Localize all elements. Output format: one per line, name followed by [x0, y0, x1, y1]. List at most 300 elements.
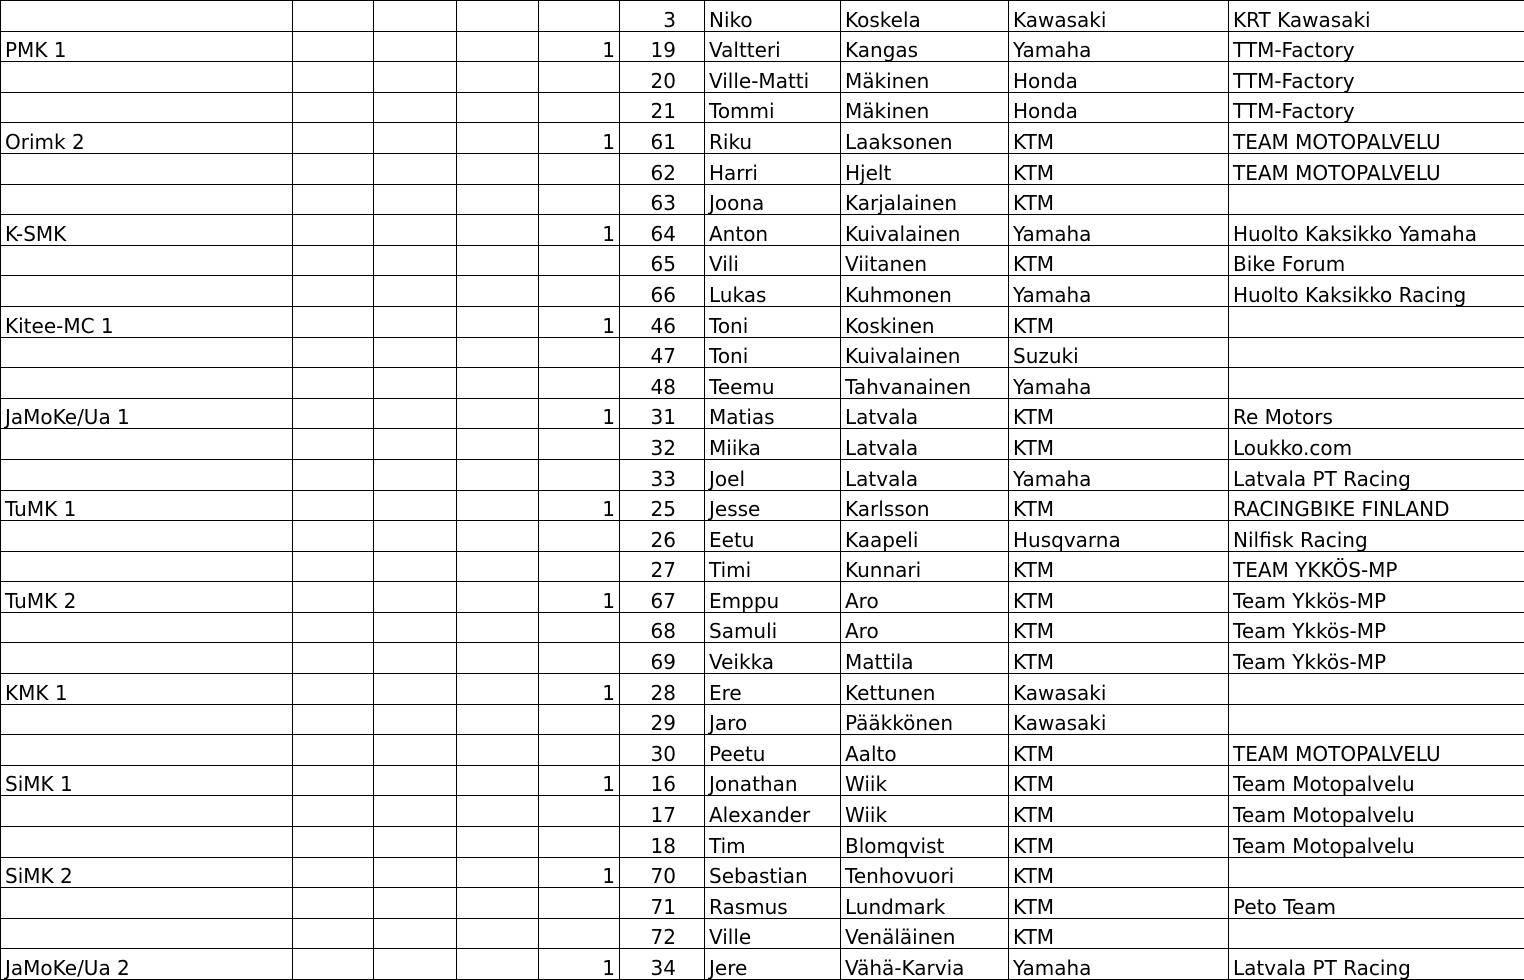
empty-cell[interactable]: [293, 490, 374, 521]
empty-cell[interactable]: [374, 827, 457, 858]
empty-cell[interactable]: [457, 92, 539, 123]
club-cell[interactable]: [1, 521, 293, 552]
club-cell[interactable]: [1, 551, 293, 582]
empty-cell[interactable]: [374, 949, 457, 980]
rider-number-cell[interactable]: 31: [620, 398, 705, 429]
motorcycle-cell[interactable]: KTM: [1009, 643, 1229, 674]
empty-cell[interactable]: [374, 888, 457, 919]
last-name-cell[interactable]: Laaksonen: [841, 123, 1009, 154]
count-cell[interactable]: 1: [539, 765, 620, 796]
motorcycle-cell[interactable]: KTM: [1009, 490, 1229, 521]
club-cell[interactable]: JaMoKe/Ua 1: [1, 398, 293, 429]
team-cell[interactable]: [1229, 306, 1524, 337]
rider-number-cell[interactable]: 66: [620, 276, 705, 307]
club-cell[interactable]: [1, 276, 293, 307]
first-name-cell[interactable]: Toni: [705, 337, 841, 368]
empty-cell[interactable]: [457, 337, 539, 368]
rider-number-cell[interactable]: 27: [620, 551, 705, 582]
first-name-cell[interactable]: Timi: [705, 551, 841, 582]
empty-cell[interactable]: [374, 918, 457, 949]
last-name-cell[interactable]: Tahvanainen: [841, 368, 1009, 399]
empty-cell[interactable]: [293, 949, 374, 980]
first-name-cell[interactable]: Vili: [705, 245, 841, 276]
rider-number-cell[interactable]: 34: [620, 949, 705, 980]
club-cell[interactable]: KMK 1: [1, 674, 293, 705]
first-name-cell[interactable]: Emppu: [705, 582, 841, 613]
club-cell[interactable]: SiMK 1: [1, 765, 293, 796]
club-cell[interactable]: Orimk 2: [1, 123, 293, 154]
club-cell[interactable]: SiMK 2: [1, 857, 293, 888]
last-name-cell[interactable]: Mäkinen: [841, 92, 1009, 123]
count-cell[interactable]: [539, 153, 620, 184]
count-cell[interactable]: 1: [539, 31, 620, 62]
empty-cell[interactable]: [457, 1, 539, 32]
team-cell[interactable]: Loukko.com: [1229, 429, 1524, 460]
rider-number-cell[interactable]: 30: [620, 735, 705, 766]
team-cell[interactable]: TTM-Factory: [1229, 31, 1524, 62]
empty-cell[interactable]: [457, 306, 539, 337]
empty-cell[interactable]: [457, 827, 539, 858]
last-name-cell[interactable]: Lundmark: [841, 888, 1009, 919]
team-cell[interactable]: KRT Kawasaki: [1229, 1, 1524, 32]
empty-cell[interactable]: [293, 521, 374, 552]
empty-cell[interactable]: [457, 735, 539, 766]
first-name-cell[interactable]: Sebastian: [705, 857, 841, 888]
count-cell[interactable]: [539, 62, 620, 93]
rider-number-cell[interactable]: 20: [620, 62, 705, 93]
team-cell[interactable]: TEAM YKKÖS-MP: [1229, 551, 1524, 582]
empty-cell[interactable]: [293, 857, 374, 888]
empty-cell[interactable]: [293, 215, 374, 246]
empty-cell[interactable]: [374, 245, 457, 276]
first-name-cell[interactable]: Valtteri: [705, 31, 841, 62]
rider-number-cell[interactable]: 26: [620, 521, 705, 552]
empty-cell[interactable]: [374, 582, 457, 613]
empty-cell[interactable]: [374, 765, 457, 796]
rider-number-cell[interactable]: 70: [620, 857, 705, 888]
first-name-cell[interactable]: Joona: [705, 184, 841, 215]
team-cell[interactable]: Peto Team: [1229, 888, 1524, 919]
empty-cell[interactable]: [457, 153, 539, 184]
motorcycle-cell[interactable]: Yamaha: [1009, 368, 1229, 399]
club-cell[interactable]: [1, 643, 293, 674]
first-name-cell[interactable]: Harri: [705, 153, 841, 184]
rider-number-cell[interactable]: 29: [620, 704, 705, 735]
count-cell[interactable]: [539, 643, 620, 674]
club-cell[interactable]: [1, 368, 293, 399]
empty-cell[interactable]: [374, 612, 457, 643]
club-cell[interactable]: [1, 62, 293, 93]
motorcycle-cell[interactable]: KTM: [1009, 153, 1229, 184]
first-name-cell[interactable]: Miika: [705, 429, 841, 460]
first-name-cell[interactable]: Peetu: [705, 735, 841, 766]
empty-cell[interactable]: [374, 62, 457, 93]
empty-cell[interactable]: [293, 1, 374, 32]
team-cell[interactable]: Latvala PT Racing: [1229, 459, 1524, 490]
empty-cell[interactable]: [457, 918, 539, 949]
last-name-cell[interactable]: Aalto: [841, 735, 1009, 766]
motorcycle-cell[interactable]: KTM: [1009, 582, 1229, 613]
count-cell[interactable]: [539, 1, 620, 32]
team-cell[interactable]: TEAM MOTOPALVELU: [1229, 123, 1524, 154]
empty-cell[interactable]: [293, 459, 374, 490]
rider-number-cell[interactable]: 25: [620, 490, 705, 521]
team-cell[interactable]: Huolto Kaksikko Yamaha: [1229, 215, 1524, 246]
motorcycle-cell[interactable]: KTM: [1009, 184, 1229, 215]
motorcycle-cell[interactable]: Honda: [1009, 62, 1229, 93]
first-name-cell[interactable]: Tim: [705, 827, 841, 858]
empty-cell[interactable]: [374, 276, 457, 307]
empty-cell[interactable]: [293, 276, 374, 307]
last-name-cell[interactable]: Wiik: [841, 796, 1009, 827]
team-cell[interactable]: [1229, 368, 1524, 399]
empty-cell[interactable]: [457, 612, 539, 643]
club-cell[interactable]: [1, 92, 293, 123]
rider-number-cell[interactable]: 48: [620, 368, 705, 399]
empty-cell[interactable]: [293, 153, 374, 184]
motorcycle-cell[interactable]: KTM: [1009, 398, 1229, 429]
motorcycle-cell[interactable]: Yamaha: [1009, 31, 1229, 62]
empty-cell[interactable]: [457, 276, 539, 307]
last-name-cell[interactable]: Kuivalainen: [841, 215, 1009, 246]
count-cell[interactable]: 1: [539, 674, 620, 705]
motorcycle-cell[interactable]: KTM: [1009, 429, 1229, 460]
empty-cell[interactable]: [374, 490, 457, 521]
first-name-cell[interactable]: Rasmus: [705, 888, 841, 919]
empty-cell[interactable]: [293, 429, 374, 460]
rider-number-cell[interactable]: 71: [620, 888, 705, 919]
club-cell[interactable]: PMK 1: [1, 31, 293, 62]
count-cell[interactable]: [539, 337, 620, 368]
empty-cell[interactable]: [293, 551, 374, 582]
rider-number-cell[interactable]: 32: [620, 429, 705, 460]
empty-cell[interactable]: [374, 337, 457, 368]
team-cell[interactable]: TTM-Factory: [1229, 62, 1524, 93]
empty-cell[interactable]: [374, 1, 457, 32]
empty-cell[interactable]: [293, 704, 374, 735]
empty-cell[interactable]: [293, 123, 374, 154]
motorcycle-cell[interactable]: Kawasaki: [1009, 674, 1229, 705]
last-name-cell[interactable]: Kangas: [841, 31, 1009, 62]
count-cell[interactable]: [539, 888, 620, 919]
club-cell[interactable]: [1, 429, 293, 460]
club-cell[interactable]: TuMK 2: [1, 582, 293, 613]
team-cell[interactable]: Bike Forum: [1229, 245, 1524, 276]
last-name-cell[interactable]: Blomqvist: [841, 827, 1009, 858]
motorcycle-cell[interactable]: Kawasaki: [1009, 704, 1229, 735]
team-cell[interactable]: Team Ykkös-MP: [1229, 582, 1524, 613]
rider-number-cell[interactable]: 3: [620, 1, 705, 32]
last-name-cell[interactable]: Kettunen: [841, 674, 1009, 705]
count-cell[interactable]: 1: [539, 306, 620, 337]
team-cell[interactable]: Huolto Kaksikko Racing: [1229, 276, 1524, 307]
empty-cell[interactable]: [374, 31, 457, 62]
empty-cell[interactable]: [457, 490, 539, 521]
empty-cell[interactable]: [293, 337, 374, 368]
count-cell[interactable]: [539, 827, 620, 858]
count-cell[interactable]: 1: [539, 582, 620, 613]
club-cell[interactable]: [1, 796, 293, 827]
motorcycle-cell[interactable]: KTM: [1009, 888, 1229, 919]
empty-cell[interactable]: [457, 123, 539, 154]
rider-number-cell[interactable]: 69: [620, 643, 705, 674]
team-cell[interactable]: TEAM MOTOPALVELU: [1229, 735, 1524, 766]
motorcycle-cell[interactable]: KTM: [1009, 827, 1229, 858]
empty-cell[interactable]: [374, 306, 457, 337]
last-name-cell[interactable]: Pääkkönen: [841, 704, 1009, 735]
empty-cell[interactable]: [374, 429, 457, 460]
last-name-cell[interactable]: Koskela: [841, 1, 1009, 32]
rider-number-cell[interactable]: 63: [620, 184, 705, 215]
empty-cell[interactable]: [374, 215, 457, 246]
last-name-cell[interactable]: Kuivalainen: [841, 337, 1009, 368]
empty-cell[interactable]: [457, 796, 539, 827]
team-cell[interactable]: Team Motopalvelu: [1229, 796, 1524, 827]
last-name-cell[interactable]: Wiik: [841, 765, 1009, 796]
last-name-cell[interactable]: Karlsson: [841, 490, 1009, 521]
empty-cell[interactable]: [293, 643, 374, 674]
empty-cell[interactable]: [457, 551, 539, 582]
empty-cell[interactable]: [457, 857, 539, 888]
count-cell[interactable]: [539, 521, 620, 552]
count-cell[interactable]: [539, 368, 620, 399]
motorcycle-cell[interactable]: Husqvarna: [1009, 521, 1229, 552]
empty-cell[interactable]: [293, 245, 374, 276]
empty-cell[interactable]: [374, 857, 457, 888]
empty-cell[interactable]: [457, 521, 539, 552]
club-cell[interactable]: JaMoKe/Ua 2: [1, 949, 293, 980]
club-cell[interactable]: [1, 918, 293, 949]
last-name-cell[interactable]: Viitanen: [841, 245, 1009, 276]
motorcycle-cell[interactable]: KTM: [1009, 245, 1229, 276]
last-name-cell[interactable]: Latvala: [841, 459, 1009, 490]
club-cell[interactable]: [1, 735, 293, 766]
empty-cell[interactable]: [293, 62, 374, 93]
first-name-cell[interactable]: Tommi: [705, 92, 841, 123]
first-name-cell[interactable]: Joel: [705, 459, 841, 490]
count-cell[interactable]: [539, 551, 620, 582]
empty-cell[interactable]: [374, 459, 457, 490]
empty-cell[interactable]: [293, 184, 374, 215]
last-name-cell[interactable]: Aro: [841, 582, 1009, 613]
first-name-cell[interactable]: Alexander: [705, 796, 841, 827]
team-cell[interactable]: Re Motors: [1229, 398, 1524, 429]
last-name-cell[interactable]: Mäkinen: [841, 62, 1009, 93]
last-name-cell[interactable]: Karjalainen: [841, 184, 1009, 215]
empty-cell[interactable]: [457, 643, 539, 674]
last-name-cell[interactable]: Venäläinen: [841, 918, 1009, 949]
count-cell[interactable]: [539, 459, 620, 490]
first-name-cell[interactable]: Teemu: [705, 368, 841, 399]
count-cell[interactable]: [539, 704, 620, 735]
motorcycle-cell[interactable]: Yamaha: [1009, 459, 1229, 490]
motorcycle-cell[interactable]: KTM: [1009, 735, 1229, 766]
empty-cell[interactable]: [457, 368, 539, 399]
motorcycle-cell[interactable]: KTM: [1009, 551, 1229, 582]
first-name-cell[interactable]: Ville: [705, 918, 841, 949]
last-name-cell[interactable]: Vähä-Karvia: [841, 949, 1009, 980]
count-cell[interactable]: [539, 245, 620, 276]
count-cell[interactable]: [539, 796, 620, 827]
count-cell[interactable]: 1: [539, 949, 620, 980]
club-cell[interactable]: [1, 184, 293, 215]
first-name-cell[interactable]: Lukas: [705, 276, 841, 307]
club-cell[interactable]: [1, 612, 293, 643]
empty-cell[interactable]: [374, 796, 457, 827]
empty-cell[interactable]: [457, 888, 539, 919]
first-name-cell[interactable]: Anton: [705, 215, 841, 246]
rider-number-cell[interactable]: 67: [620, 582, 705, 613]
empty-cell[interactable]: [293, 92, 374, 123]
team-cell[interactable]: RACINGBIKE FINLAND: [1229, 490, 1524, 521]
club-cell[interactable]: [1, 888, 293, 919]
motorcycle-cell[interactable]: KTM: [1009, 123, 1229, 154]
last-name-cell[interactable]: Hjelt: [841, 153, 1009, 184]
count-cell[interactable]: [539, 429, 620, 460]
empty-cell[interactable]: [457, 674, 539, 705]
count-cell[interactable]: 1: [539, 490, 620, 521]
club-cell[interactable]: [1, 459, 293, 490]
team-cell[interactable]: [1229, 184, 1524, 215]
empty-cell[interactable]: [293, 398, 374, 429]
motorcycle-cell[interactable]: KTM: [1009, 918, 1229, 949]
empty-cell[interactable]: [293, 368, 374, 399]
motorcycle-cell[interactable]: Suzuki: [1009, 337, 1229, 368]
team-cell[interactable]: [1229, 704, 1524, 735]
club-cell[interactable]: [1, 827, 293, 858]
empty-cell[interactable]: [374, 184, 457, 215]
empty-cell[interactable]: [457, 582, 539, 613]
team-cell[interactable]: Team Ykkös-MP: [1229, 643, 1524, 674]
empty-cell[interactable]: [457, 765, 539, 796]
club-cell[interactable]: [1, 153, 293, 184]
rider-number-cell[interactable]: 19: [620, 31, 705, 62]
count-cell[interactable]: [539, 92, 620, 123]
last-name-cell[interactable]: Kaapeli: [841, 521, 1009, 552]
empty-cell[interactable]: [457, 459, 539, 490]
club-cell[interactable]: K-SMK: [1, 215, 293, 246]
motorcycle-cell[interactable]: Yamaha: [1009, 215, 1229, 246]
empty-cell[interactable]: [457, 245, 539, 276]
club-cell[interactable]: [1, 245, 293, 276]
team-cell[interactable]: Nilfisk Racing: [1229, 521, 1524, 552]
count-cell[interactable]: [539, 612, 620, 643]
club-cell[interactable]: [1, 1, 293, 32]
rider-number-cell[interactable]: 28: [620, 674, 705, 705]
first-name-cell[interactable]: Niko: [705, 1, 841, 32]
empty-cell[interactable]: [457, 704, 539, 735]
motorcycle-cell[interactable]: Honda: [1009, 92, 1229, 123]
team-cell[interactable]: [1229, 674, 1524, 705]
empty-cell[interactable]: [457, 429, 539, 460]
team-cell[interactable]: TTM-Factory: [1229, 92, 1524, 123]
last-name-cell[interactable]: Latvala: [841, 398, 1009, 429]
rider-number-cell[interactable]: 33: [620, 459, 705, 490]
empty-cell[interactable]: [457, 398, 539, 429]
last-name-cell[interactable]: Kunnari: [841, 551, 1009, 582]
rider-number-cell[interactable]: 16: [620, 765, 705, 796]
empty-cell[interactable]: [374, 153, 457, 184]
team-cell[interactable]: Team Motopalvelu: [1229, 827, 1524, 858]
rider-number-cell[interactable]: 18: [620, 827, 705, 858]
club-cell[interactable]: [1, 704, 293, 735]
first-name-cell[interactable]: Ere: [705, 674, 841, 705]
empty-cell[interactable]: [374, 735, 457, 766]
team-cell[interactable]: Team Motopalvelu: [1229, 765, 1524, 796]
empty-cell[interactable]: [457, 62, 539, 93]
motorcycle-cell[interactable]: KTM: [1009, 306, 1229, 337]
first-name-cell[interactable]: Jere: [705, 949, 841, 980]
motorcycle-cell[interactable]: KTM: [1009, 612, 1229, 643]
count-cell[interactable]: 1: [539, 215, 620, 246]
empty-cell[interactable]: [457, 184, 539, 215]
count-cell[interactable]: [539, 276, 620, 307]
team-cell[interactable]: [1229, 337, 1524, 368]
empty-cell[interactable]: [374, 643, 457, 674]
count-cell[interactable]: 1: [539, 857, 620, 888]
rider-number-cell[interactable]: 68: [620, 612, 705, 643]
rider-number-cell[interactable]: 17: [620, 796, 705, 827]
empty-cell[interactable]: [374, 551, 457, 582]
count-cell[interactable]: [539, 184, 620, 215]
team-cell[interactable]: TEAM MOTOPALVELU: [1229, 153, 1524, 184]
empty-cell[interactable]: [293, 31, 374, 62]
club-cell[interactable]: Kitee-MC 1: [1, 306, 293, 337]
first-name-cell[interactable]: Veikka: [705, 643, 841, 674]
empty-cell[interactable]: [457, 949, 539, 980]
rider-number-cell[interactable]: 61: [620, 123, 705, 154]
empty-cell[interactable]: [293, 612, 374, 643]
motorcycle-cell[interactable]: Kawasaki: [1009, 1, 1229, 32]
rider-number-cell[interactable]: 46: [620, 306, 705, 337]
rider-number-cell[interactable]: 47: [620, 337, 705, 368]
first-name-cell[interactable]: Eetu: [705, 521, 841, 552]
rider-number-cell[interactable]: 72: [620, 918, 705, 949]
empty-cell[interactable]: [293, 735, 374, 766]
empty-cell[interactable]: [293, 765, 374, 796]
rider-number-cell[interactable]: 65: [620, 245, 705, 276]
motorcycle-cell[interactable]: Yamaha: [1009, 276, 1229, 307]
empty-cell[interactable]: [293, 796, 374, 827]
empty-cell[interactable]: [293, 306, 374, 337]
empty-cell[interactable]: [374, 368, 457, 399]
last-name-cell[interactable]: Aro: [841, 612, 1009, 643]
empty-cell[interactable]: [374, 521, 457, 552]
first-name-cell[interactable]: Jesse: [705, 490, 841, 521]
first-name-cell[interactable]: Toni: [705, 306, 841, 337]
empty-cell[interactable]: [457, 215, 539, 246]
team-cell[interactable]: Team Ykkös-MP: [1229, 612, 1524, 643]
motorcycle-cell[interactable]: KTM: [1009, 796, 1229, 827]
count-cell[interactable]: 1: [539, 123, 620, 154]
team-cell[interactable]: Latvala PT Racing: [1229, 949, 1524, 980]
empty-cell[interactable]: [293, 918, 374, 949]
rider-number-cell[interactable]: 64: [620, 215, 705, 246]
empty-cell[interactable]: [293, 674, 374, 705]
motorcycle-cell[interactable]: KTM: [1009, 857, 1229, 888]
empty-cell[interactable]: [374, 674, 457, 705]
club-cell[interactable]: TuMK 1: [1, 490, 293, 521]
motorcycle-cell[interactable]: Yamaha: [1009, 949, 1229, 980]
club-cell[interactable]: [1, 337, 293, 368]
count-cell[interactable]: 1: [539, 398, 620, 429]
team-cell[interactable]: [1229, 857, 1524, 888]
first-name-cell[interactable]: Ville-Matti: [705, 62, 841, 93]
empty-cell[interactable]: [293, 888, 374, 919]
first-name-cell[interactable]: Samuli: [705, 612, 841, 643]
team-cell[interactable]: [1229, 918, 1524, 949]
last-name-cell[interactable]: Kuhmonen: [841, 276, 1009, 307]
